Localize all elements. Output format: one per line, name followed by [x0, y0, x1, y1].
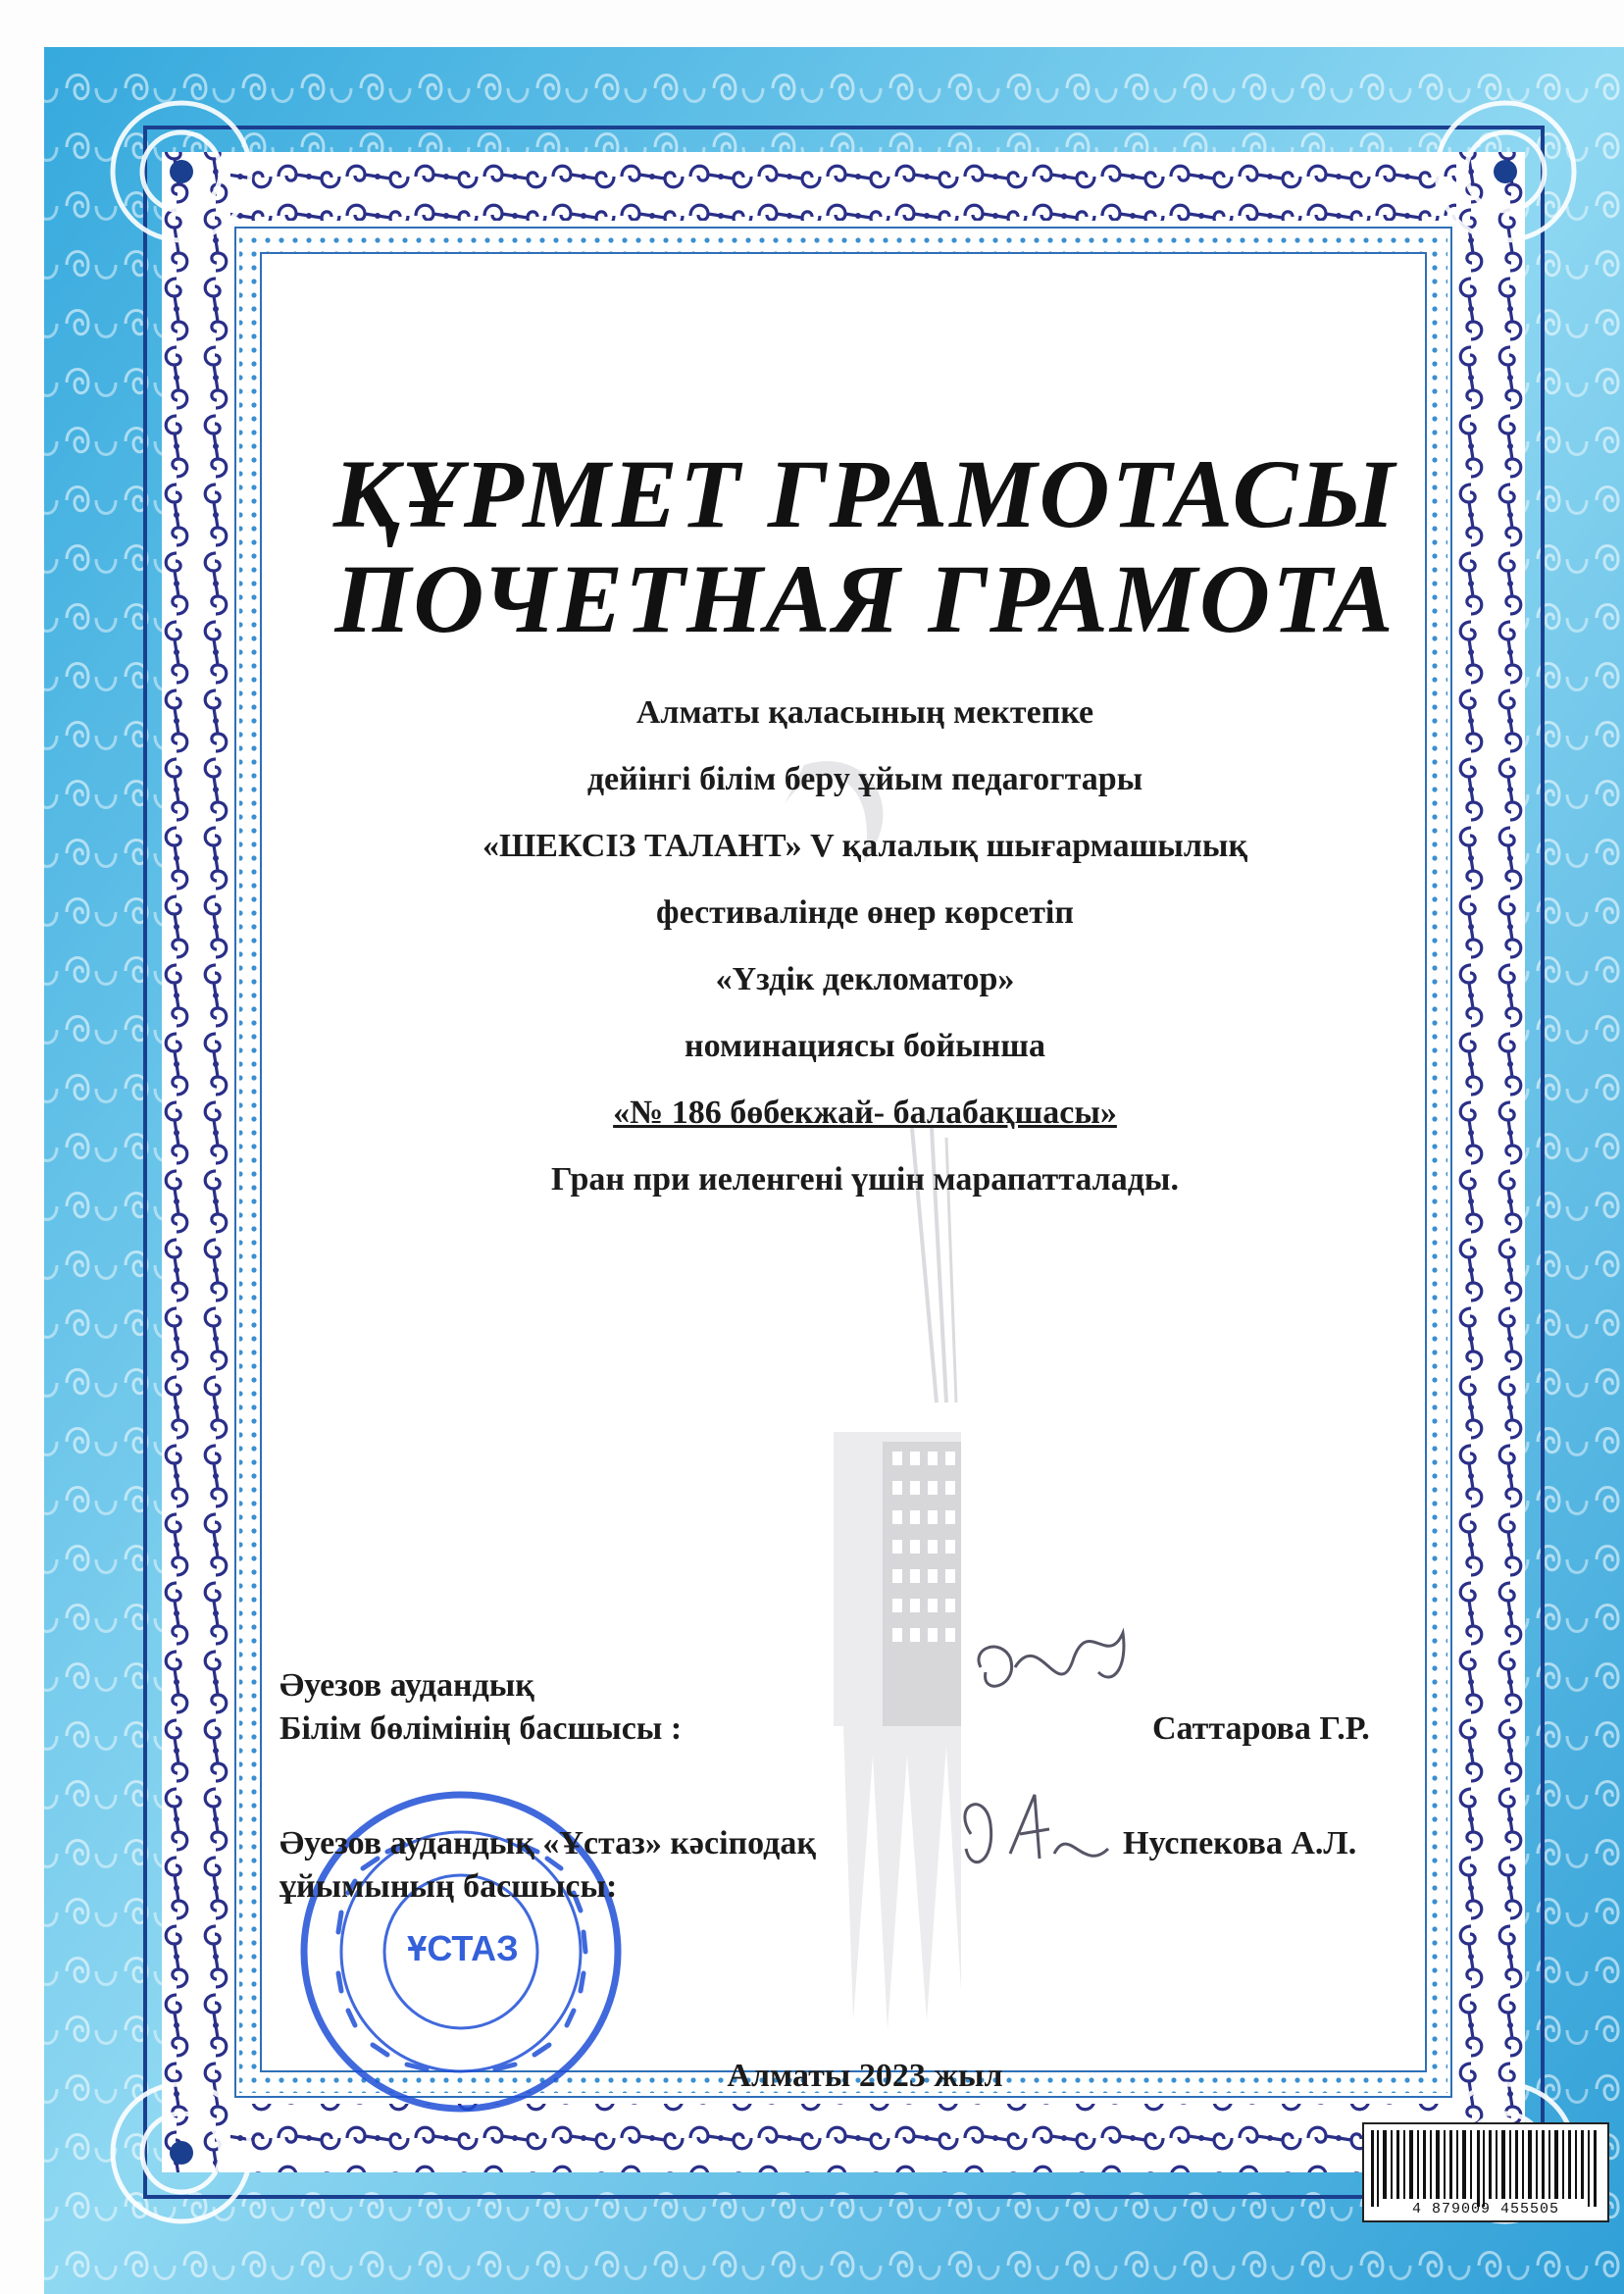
title-kazakh: ҚҰРМЕТ ГРАМОТАСЫ	[332, 439, 1397, 548]
signatory-2-position-line2: ұйымының басшысы:	[279, 1868, 618, 1905]
body-line-2: дейінгі білім беру ұйым педагогтары	[586, 761, 1143, 797]
place-and-year: Алматы 2023 жыл	[727, 2058, 1003, 2094]
award-statement: Гран при иеленгені үшін марапатталады.	[551, 1161, 1179, 1198]
award-nomination: «Үздік декломатор»	[715, 961, 1015, 997]
barcode-digits: 4 879009 455505	[1411, 2201, 1560, 2218]
signatory-1-name: Саттарова Г.Р.	[1152, 1710, 1370, 1747]
signatory-2-name: Нуспекова А.Л.	[1123, 1825, 1357, 1861]
body-line-3: «ШЕКСІЗ ТАЛАНТ» V қалалық шығармашылық	[482, 828, 1248, 864]
stamp-center-text: ҰСТАЗ	[407, 1928, 519, 1968]
title-russian: ПОЧЕТНАЯ ГРАМОТА	[334, 544, 1396, 653]
signatory-2-position-line1: Әуезов аудандық «Ұстаз» кәсіподақ	[279, 1825, 816, 1861]
certificate-content	[279, 292, 1450, 2094]
body-line-1: Алматы қаласының мектепке	[635, 694, 1094, 731]
body-line-4: фестивалінде өнер көрсетіп	[656, 894, 1074, 931]
recipient-name: «№ 186 бөбекжай- балабақшасы»	[613, 1095, 1117, 1131]
body-line-6: номинациясы бойынша	[685, 1028, 1045, 1064]
signatory-1-position-line2: Білім бөлімінің басшысы :	[279, 1710, 683, 1747]
signatory-1-position-line1: Әуезов аудандық	[279, 1667, 534, 1704]
